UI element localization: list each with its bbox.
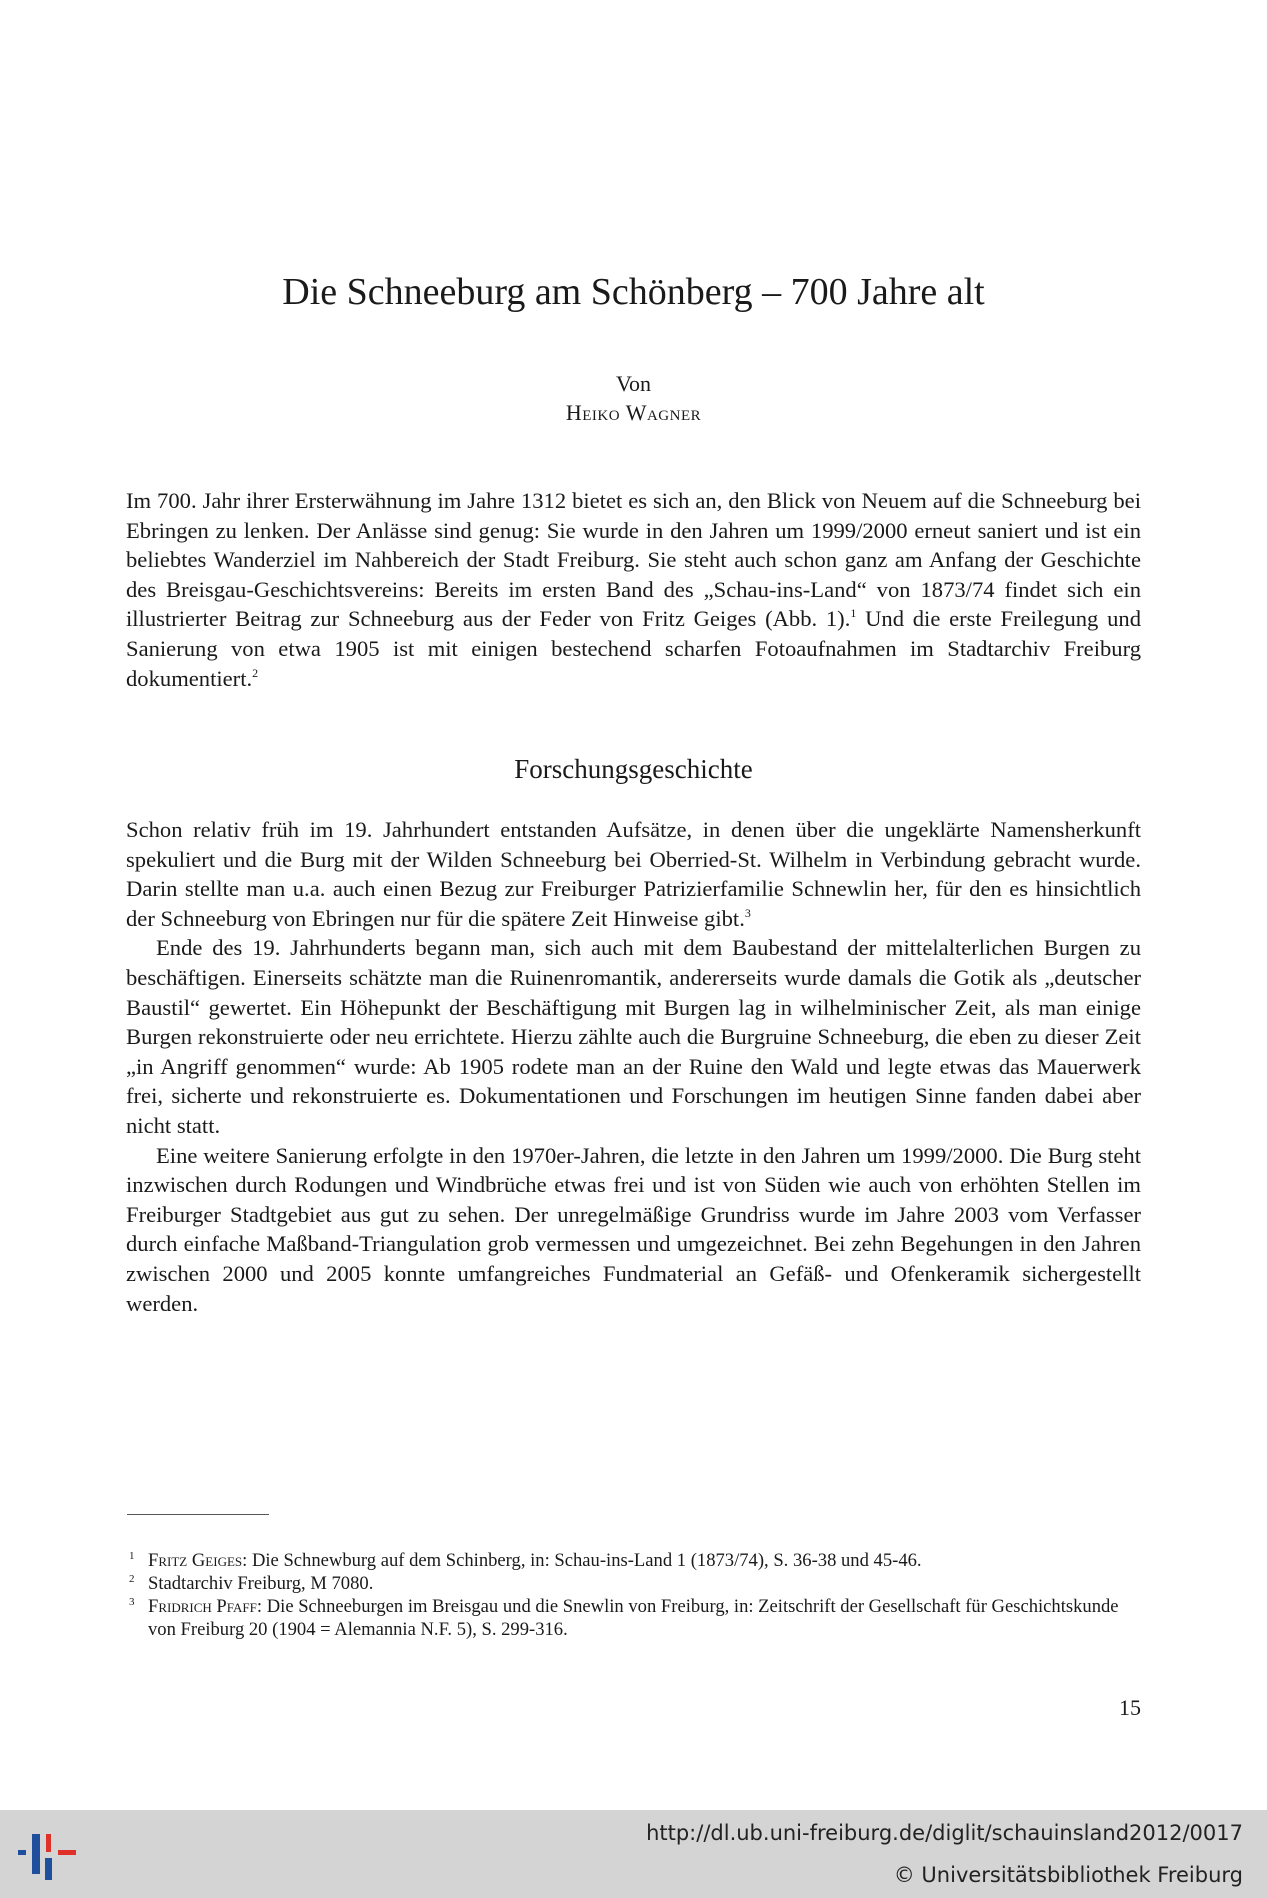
paragraph-1-text: Schon relativ früh im 19. Jahrhundert entstanden Aufsätze, in denen über die ungeklärte Namensherkunft spekuliert und die Burg mit der Wilden Schneeburg bei Oberried-St. Wilhelm in Verbindung gebracht wurde. Darin stellte man u.a. auch einen Bezug zur Freiburger Patrizierfamilie Schnewlin her, für den es hinsichtlich der Schneeburg von Ebringen nur für die spätere Zeit Hinweise gibt. [126, 817, 1141, 931]
footnote-text: Stadtarchiv Freiburg, M 7080. [148, 1573, 374, 1594]
footnote-text: : Die Schnewburg auf dem Schinberg, in: Schau-ins-Land 1 (1873/74), S. 36-38 und 45-46. [242, 1550, 922, 1571]
footnote-number: 2 [129, 1573, 135, 1585]
footnote-divider [127, 1514, 269, 1515]
footnotes [126, 1549, 1141, 1641]
footnote-author: Fridrich Pfaff [148, 1596, 257, 1617]
footnote-ref-2[interactable]: 2 [252, 665, 259, 680]
footnote-ref-3[interactable]: 3 [744, 905, 751, 920]
footnote-ref-1[interactable]: 1 [850, 606, 857, 621]
footnote-text: : Die Schneeburgen im Breisgau und die Snewlin von Freiburg, in: Zeitschrift der Gesellschaft für Geschichtskunde von Freiburg 20 (1904 = Alemannia N.F. 5), S. 299-316. [148, 1596, 1119, 1640]
section-body [126, 815, 1141, 1318]
section-heading: Forschungsgeschichte [514, 754, 753, 784]
footnote-author: Fritz Geiges [148, 1550, 243, 1571]
author-name: Heiko Wagner [565, 400, 702, 425]
footnote-number: 1 [129, 1550, 135, 1562]
footnote-2 [126, 1572, 1141, 1595]
ub-freiburg-logo-icon[interactable] [14, 1828, 84, 1880]
paragraph-3: Eine weitere Sanierung erfolgte in den 1970er-Jahren, die letzte in den Jahren um 1999/2000. Die Burg steht inzwischen durch Rodungen und Windbrüche etwas frei und ist von Süden wie auch von erhöhten Stellen im Freiburger Stadtgebiet aus gut zu sehen. Der unregelmäßige Grundriss wurde im Jahre 2003 vom Verfasser durch einfache Maßband-Triangulation grob vermessen und umgezeichnet. Bei zehn Begehungen in den Jahren zwischen 2000 und 2005 konnte umfangreiches Fundmaterial an Gefäß- und Ofenkeramik sichergestellt werden. [126, 1142, 1141, 1316]
footnote-number: 3 [129, 1596, 135, 1608]
intro-paragraph [126, 486, 1141, 693]
page-number: 15 [1119, 1695, 1141, 1720]
paragraph-2: Ende des 19. Jahrhunderts begann man, sich auch mit dem Baubestand der mittelalterlichen Burgen zu beschäftigen. Einerseits schätzte man die Ruinenromantik, andererseits wurde damals die Gotik als „deutscher Baustil“ gewertet. Ein Höhepunkt der Beschäftigung mit Burgen lag in wilhelminischer Zeit, als man einige Burgen rekonstruierte oder neu errichtete. Hierzu zählte auch die Burgruine Schneeburg, die eben zu dieser Zeit „in Angriff genommen“ wurde: Ab 1905 rodete man an der Ruine den Wald und legte etwas das Mauerwerk frei, sicherte und rekonstruierte es. Dokumentationen und Forschungen im heutigen Sinne fanden dabei aber nicht statt. [126, 935, 1141, 1138]
paragraph-1 [126, 815, 1141, 933]
footer-bar [0, 1810, 1267, 1898]
footnote-1 [126, 1549, 1141, 1572]
intro-text-cont: Und die erste Freilegung und Sanierung von etwa 1905 ist mit einigen bestechend scharfen Fotoaufnahmen im Stadtarchiv Freiburg dokumentiert. [126, 606, 1141, 691]
footnote-3 [126, 1595, 1141, 1641]
footer-copyright: © Universitätsbibliothek Freiburg [893, 1863, 1243, 1887]
footer-url-link[interactable]: http://dl.ub.uni-freiburg.de/diglit/schauinsland2012/0017 [646, 1821, 1243, 1845]
intro-text: Im 700. Jahr ihrer Ersterwähnung im Jahre 1312 bietet es sich an, den Blick von Neuem auf die Schneeburg bei Ebringen zu lenken. Der Anlässe sind genug: Sie wurde in den Jahren um 1999/2000 erneut saniert und ist ein beliebtes Wanderziel im Nahbereich der Stadt Freiburg. Sie steht auch schon ganz am Anfang der Geschichte des Breisgau-Geschichtsvereins: Bereits im ersten Band des „Schau-ins-Land“ von 1873/74 findet sich ein illustrierter Beitrag zur Schneeburg aus der Feder von Fritz Geiges (Abb. 1). [126, 488, 1141, 632]
article-title: Die Schneeburg am Schönberg – 700 Jahre alt [282, 271, 985, 313]
byline: Von [615, 371, 652, 396]
